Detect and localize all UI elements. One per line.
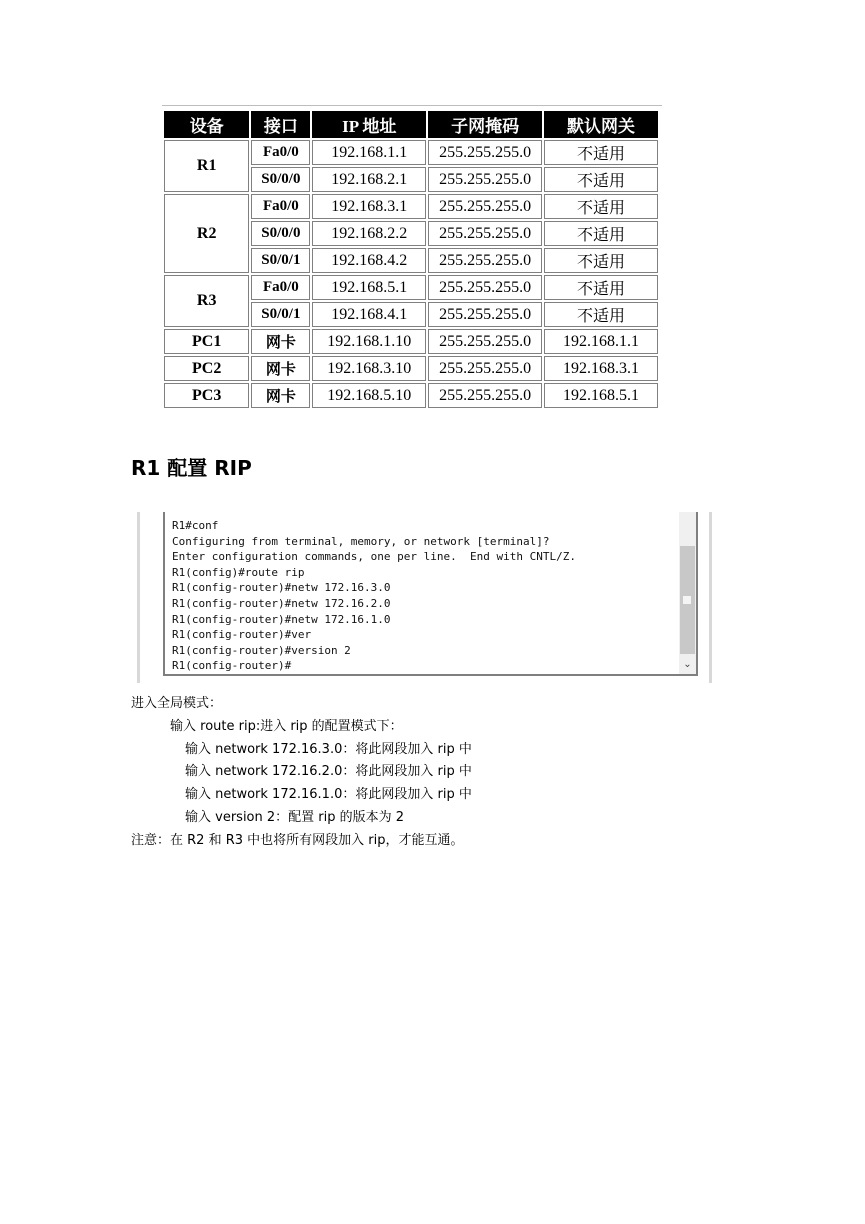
mask-cell: 255.255.255.0 — [428, 383, 542, 408]
note-network-1: 输入 network 172.16.3.0：将此网段加入 rip 中 — [185, 742, 472, 757]
header-gateway: 默认网关 — [544, 111, 658, 138]
table-row — [164, 275, 658, 300]
device-cell: PC2 — [164, 356, 249, 381]
terminal-window[interactable] — [163, 512, 698, 676]
terminal-line: R1(config)#route rip — [172, 565, 305, 579]
section-heading: R1 配置 RIP — [131, 456, 252, 480]
header-ip: IP 地址 — [312, 111, 426, 138]
note-network-3: 输入 network 172.16.1.0：将此网段加入 rip 中 — [185, 787, 472, 802]
device-cell: R1 — [164, 140, 249, 192]
table-row — [164, 194, 658, 219]
mask-cell: 255.255.255.0 — [428, 248, 542, 273]
gateway-cell: 不适用 — [544, 167, 658, 192]
header-mask: 子网掩码 — [428, 111, 542, 138]
note-attention: 注意：在 R2 和 R3 中也将所有网段加入 rip，才能互通。 — [131, 833, 464, 848]
mask-cell: 255.255.255.0 — [428, 194, 542, 219]
ip-cell: 192.168.1.1 — [312, 140, 426, 165]
device-cell: PC1 — [164, 329, 249, 354]
mask-cell: 255.255.255.0 — [428, 302, 542, 327]
window-edge-left — [137, 512, 140, 683]
vertical-scrollbar[interactable] — [679, 512, 696, 674]
mask-cell: 255.255.255.0 — [428, 140, 542, 165]
note-global-mode: 进入全局模式： — [131, 696, 223, 711]
mask-cell: 255.255.255.0 — [428, 329, 542, 354]
mask-cell: 255.255.255.0 — [428, 275, 542, 300]
scroll-down-arrow-icon[interactable]: ⌄ — [683, 659, 692, 670]
table-row — [164, 329, 658, 354]
gateway-cell: 不适用 — [544, 302, 658, 327]
ip-cell: 192.168.1.10 — [312, 329, 426, 354]
table-row — [164, 383, 658, 408]
note-version: 输入 version 2：配置 rip 的版本为 2 — [185, 810, 405, 825]
interface-cell: Fa0/0 — [251, 140, 310, 165]
interface-cell: S0/0/0 — [251, 167, 310, 192]
gateway-cell: 不适用 — [544, 275, 658, 300]
gateway-cell: 不适用 — [544, 140, 658, 165]
gateway-cell: 192.168.1.1 — [544, 329, 658, 354]
window-edge-right — [709, 512, 712, 683]
interface-cell: S0/0/1 — [251, 302, 310, 327]
terminal-line: R1(config-router)#ver — [172, 628, 312, 642]
mask-cell: 255.255.255.0 — [428, 221, 542, 246]
table-row — [164, 356, 658, 381]
interface-cell: 网卡 — [251, 383, 310, 408]
note-network-2: 输入 network 172.16.2.0：将此网段加入 rip 中 — [185, 764, 472, 779]
gateway-cell: 不适用 — [544, 194, 658, 219]
terminal-line: Enter configuration commands, one per line. End with CNTL/Z. — [172, 550, 576, 564]
gateway-cell: 192.168.5.1 — [544, 383, 658, 408]
header-interface: 接口 — [251, 111, 310, 138]
interface-cell: S0/0/0 — [251, 221, 310, 246]
terminal-line: R1(config-router)#netw 172.16.1.0 — [172, 612, 391, 626]
device-cell: R3 — [164, 275, 249, 327]
mask-cell: 255.255.255.0 — [428, 356, 542, 381]
ip-cell: 192.168.5.10 — [312, 383, 426, 408]
device-cell: PC3 — [164, 383, 249, 408]
ip-cell: 192.168.5.1 — [312, 275, 426, 300]
ip-cell: 192.168.4.1 — [312, 302, 426, 327]
ip-cell: 192.168.2.2 — [312, 221, 426, 246]
gateway-cell: 192.168.3.1 — [544, 356, 658, 381]
address-table — [162, 109, 660, 410]
terminal-line: R1(config-router)#version 2 — [172, 643, 351, 657]
terminal-line: R1#conf — [172, 519, 219, 532]
interface-cell: S0/0/1 — [251, 248, 310, 273]
terminal-line: R1(config-router)# — [172, 659, 292, 673]
address-table-container — [162, 105, 662, 420]
terminal-line: R1(config-router)#netw 172.16.3.0 — [172, 581, 391, 595]
gateway-cell: 不适用 — [544, 248, 658, 273]
note-route-rip: 输入 route rip:进入 rip 的配置模式下： — [170, 719, 403, 734]
terminal-line: R1(config-router)#netw 172.16.2.0 — [172, 596, 391, 610]
ip-cell: 192.168.2.1 — [312, 167, 426, 192]
device-cell: R2 — [164, 194, 249, 273]
table-row — [164, 140, 658, 165]
table-header-row — [164, 111, 658, 138]
scrollbar-grip — [683, 596, 691, 604]
interface-cell: 网卡 — [251, 329, 310, 354]
terminal-line: Configuring from terminal, memory, or network [terminal]? — [172, 534, 550, 548]
interface-cell: Fa0/0 — [251, 194, 310, 219]
gateway-cell: 不适用 — [544, 221, 658, 246]
header-device: 设备 — [164, 111, 249, 138]
interface-cell: Fa0/0 — [251, 275, 310, 300]
ip-cell: 192.168.3.1 — [312, 194, 426, 219]
mask-cell: 255.255.255.0 — [428, 167, 542, 192]
ip-cell: 192.168.3.10 — [312, 356, 426, 381]
ip-cell: 192.168.4.2 — [312, 248, 426, 273]
interface-cell: 网卡 — [251, 356, 310, 381]
terminal-output — [172, 518, 576, 674]
terminal-screenshot — [137, 512, 712, 683]
